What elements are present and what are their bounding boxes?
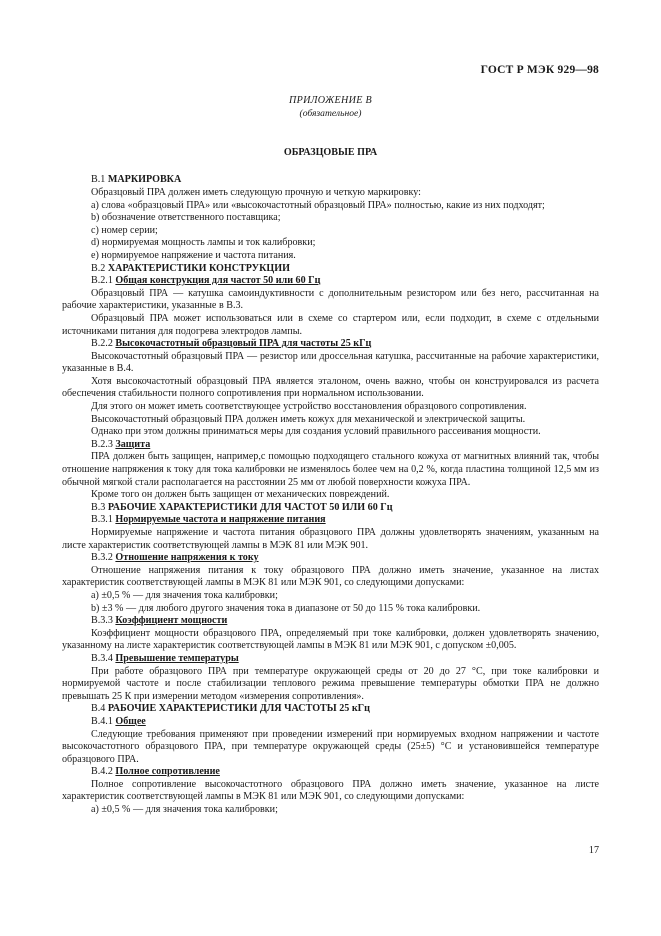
section-heading	[91, 275, 599, 288]
section-heading	[91, 716, 599, 729]
paragraph: Высокочастотный образцовый ПРА — резистор или дроссельная катушка, рассчитанные на рабочие характеристики, указанные в В.4.	[62, 350, 599, 375]
section-number: В.2	[91, 262, 106, 274]
appendix-title: ПРИЛОЖЕНИЕ В	[289, 94, 372, 106]
section-number: В.2.1	[91, 275, 113, 287]
list-item: а) ±0,5 % — для значения тока калибровки;	[91, 589, 278, 601]
paragraph: Хотя высокочастотный образцовый ПРА является эталоном, очень важно, чтобы он конструировался из расчета обеспечения стабильности полного сопротивления при нормальном использовании.	[62, 375, 599, 400]
standard-header: ГОСТ Р МЭК 929—98	[480, 64, 599, 76]
section-number: В.3	[91, 501, 106, 513]
section-heading-text: Высокочастотный образцовый ПРА для частоты 25 кГц	[115, 338, 372, 350]
section-number: В.4.2	[91, 766, 113, 778]
paragraph: Образцовый ПРА — катушка самоиндуктивности с дополнительным резистором или без него, рассчитанная на рабочие характеристики, указанные в В.3.	[62, 287, 599, 312]
list-item: а) ±0,5 % — для значения тока калибровки;	[91, 804, 278, 816]
list-item: а) слова «образцовый ПРА» или «высокочастотный образцовый ПРА» полностью, какие из них подходят;	[91, 199, 545, 211]
paragraph: Образцовый ПРА может использоваться или в схеме со стартером или, если подходит, в схеме с отдельными источниками питания для подогрева электродов лампы.	[62, 312, 599, 337]
paragraph: Следующие требования применяют при проведении измерений при нормируемых входном напряжении и частоте высокочастотного образцового ПРА, при температуре окружающей среды (25±5) °С и установившейся температуре образцового ПРА.	[62, 728, 599, 765]
paragraph: Отношение напряжения питания к току образцового ПРА должно иметь значение, указанное на листах характеристик соответствующей лампы в МЭК 81 или МЭК 901, со следующими допусками:	[62, 564, 599, 589]
list-item: е) нормируемое напряжение и частота питания.	[91, 249, 296, 261]
section-number: В.4.1	[91, 715, 113, 727]
section-heading-text: Коэффициент мощности	[115, 615, 228, 627]
paragraph: Для этого он может иметь соответствующее устройство восстановления образцового сопротивления.	[91, 401, 527, 413]
paragraph: Полное сопротивление высокочастотного образцового ПРА должно иметь значение, указанное на листе характеристик соответствующей лампы в МЭК 81 или МЭК 901, со следующими допусками:	[62, 778, 599, 803]
paragraph: Высокочастотный образцовый ПРА должен иметь кожух для механической и электрической защиты.	[91, 413, 526, 425]
section-heading	[91, 514, 599, 527]
section-heading-text: ХАРАКТЕРИСТИКИ КОНСТРУКЦИИ	[107, 262, 290, 274]
section-number: В.1	[91, 174, 106, 186]
section-number: В.4	[91, 703, 106, 715]
page-number: 17	[588, 845, 599, 856]
document-body	[62, 174, 599, 816]
section-heading	[91, 439, 599, 452]
section-heading	[91, 502, 599, 515]
section-heading-text: Общее	[115, 715, 146, 727]
section-heading	[91, 615, 599, 628]
section-number: В.3.1	[91, 514, 113, 526]
section-heading	[91, 263, 599, 276]
list-item: b) обозначение ответственного поставщика;	[91, 212, 281, 224]
section-heading-text: Отношение напряжения к току	[115, 552, 259, 564]
section-number: В.2.2	[91, 338, 113, 350]
paragraph: Коэффициент мощности образцового ПРА, определяемый при токе калибровки, должен удовлетворять значению, указанному на листе характеристик соответствующей лампы в МЭК 81 или МЭК 901, с допуском ±0,005.	[62, 627, 599, 652]
paragraph: Кроме того он должен быть защищен от механических повреждений.	[91, 489, 390, 501]
paragraph: Однако при этом должны приниматься меры для создания условий правильного рассеивания мощности.	[91, 426, 541, 438]
section-number: В.3.2	[91, 552, 113, 564]
section-number: В.3.3	[91, 615, 113, 627]
section-heading	[91, 703, 599, 716]
section-heading	[91, 653, 599, 666]
section-heading	[91, 552, 599, 565]
section-heading-text: РАБОЧИЕ ХАРАКТЕРИСТИКИ ДЛЯ ЧАСТОТЫ 25 кГц	[107, 703, 370, 715]
section-heading	[91, 766, 599, 779]
paragraph: ПРА должен быть защищен, например,с помощью подходящего стального кожуха от магнитных влияний так, чтобы отношение напряжения к току для тока калибровки не изменялось более чем на 0,2 %, когда пластина толщиной 12,5 мм из обычной мягкой стали располагается на расстоянии 25 мм от любой поверхности кожуха ПРА.	[62, 451, 599, 488]
document-title: ОБРАЗЦОВЫЕ ПРА	[283, 146, 378, 158]
section-heading-text: Полное сопротивление	[115, 766, 220, 778]
section-heading-text: Нормируемые частота и напряжение питания	[115, 514, 326, 526]
section-heading-text: Защита	[115, 438, 151, 450]
list-item: d) нормируемая мощность лампы и ток калибровки;	[91, 237, 316, 249]
list-item: b) ±3 % — для любого другого значения тока в диапазоне от 50 до 115 % тока калибровки.	[91, 602, 481, 614]
paragraph: Образцовый ПРА должен иметь следующую прочную и четкую маркировку:	[91, 186, 421, 198]
section-number: В.2.3	[91, 438, 113, 450]
paragraph: Нормируемые напряжение и частота питания образцового ПРА должны удовлетворять значениям, указанным на листе характеристик соответствующей лампы в МЭК 81 или МЭК 901.	[62, 527, 599, 551]
section-heading-text: Превышение температуры	[115, 652, 239, 664]
section-heading	[91, 174, 599, 187]
section-heading-text: МАРКИРОВКА	[107, 174, 182, 186]
section-number: В.3.4	[91, 652, 113, 664]
list-item: с) номер серии;	[91, 224, 158, 236]
appendix-subtitle: (обязательное)	[299, 108, 362, 120]
paragraph: При работе образцового ПРА при температуре окружающей среды от 20 до 27 °С, при токе калибровки и нормируемой частоте и после стабилизации теплового режима превышение температуры обмотки ПРА не должно превышать 25 К при измерении методом «измерения сопротивления».	[62, 665, 599, 702]
section-heading-text: Общая конструкция для частот 50 или 60 Гц	[115, 275, 321, 287]
section-heading-text: РАБОЧИЕ ХАРАКТЕРИСТИКИ ДЛЯ ЧАСТОТ 50 ИЛИ 60 Гц	[107, 501, 393, 513]
section-heading	[91, 338, 599, 351]
